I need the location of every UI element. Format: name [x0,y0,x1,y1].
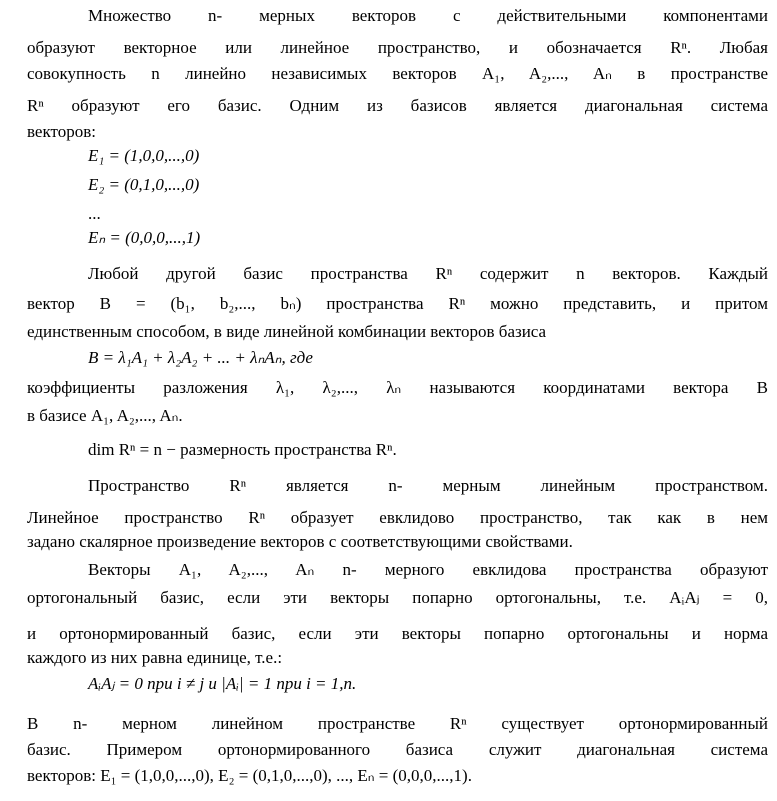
text-line-5: векторов: [27,122,96,141]
dimension-line: dim Rⁿ = n − размерность пространства Rⁿ. [88,440,397,459]
text-line-12: единственным способом, в виде линейной комбинации векторов базиса [27,322,547,341]
formula-e2: E₂ = (0,1,0,...,0) [88,175,200,194]
formula-ellipsis: ... [88,204,101,223]
text-line-22: и ортонормированный базис, если эти векторы попарно ортогональны и норма [27,624,768,643]
formula-orthonormal: AᵢAⱼ = 0 при i ≠ j и |Aᵢ| = 1 при i = 1,n. [88,674,357,693]
formula-en: Eₙ = (0,0,0,...,1) [88,228,201,247]
text-line-25: В n- мерном линейном пространстве Rⁿ существует ортонормированный [27,714,768,733]
text-line-19: задано скалярное произведение векторов с соответствующими свойствами. [27,532,573,551]
formula-e1: E₁ = (1,0,0,...,0) [88,146,200,165]
text-line-21: ортогональный базис, если эти векторы попарно ортогональны, т.е. AᵢAⱼ = 0, [27,588,768,607]
text-line-11: вектор B = (b₁, b₂,..., bₙ) пространства Rⁿ можно представить, и притом [27,294,768,313]
text-line-27: векторов: E₁ = (1,0,0,...,0), E₂ = (0,1,0,...,0), ..., Eₙ = (0,0,0,...,1). [27,766,472,785]
text-line-10: Любой другой базис пространства Rⁿ содержит n векторов. Каждый [88,264,768,283]
text-line-17: Пространство Rⁿ является n- мерным линейным пространством. [88,476,768,495]
text-line-20: Векторы A₁, A₂,..., Aₙ n- мерного евклидова пространства образуют [88,560,768,579]
text-line-15: в базисе A₁, A₂,..., Aₙ. [27,406,183,425]
text-line-23: каждого из них равна единице, т.е.: [27,648,283,667]
text-line-18: Линейное пространство Rⁿ образует евклидово пространство, так как в нем [27,508,768,527]
text-line-26: базис. Примером ортонормированного базиса служит диагональная система [27,740,768,759]
text-line-3: совокупность n линейно независимых векторов A₁, A₂,..., Aₙ в пространстве [27,64,768,83]
text-line-14: коэффициенты разложения λ₁, λ₂,..., λₙ называются координатами вектора B [27,378,768,397]
formula-decomposition: B = λ₁A₁ + λ₂A₂ + ... + λₙAₙ, где [88,348,313,367]
text-line-2: образуют векторное или линейное пространство, и обозначается Rⁿ. Любая [27,38,768,57]
text-line-1: Множество n- мерных векторов с действительными компонентами [88,6,768,25]
text-line-4: Rⁿ образуют его базис. Одним из базисов является диагональная система [27,96,768,115]
